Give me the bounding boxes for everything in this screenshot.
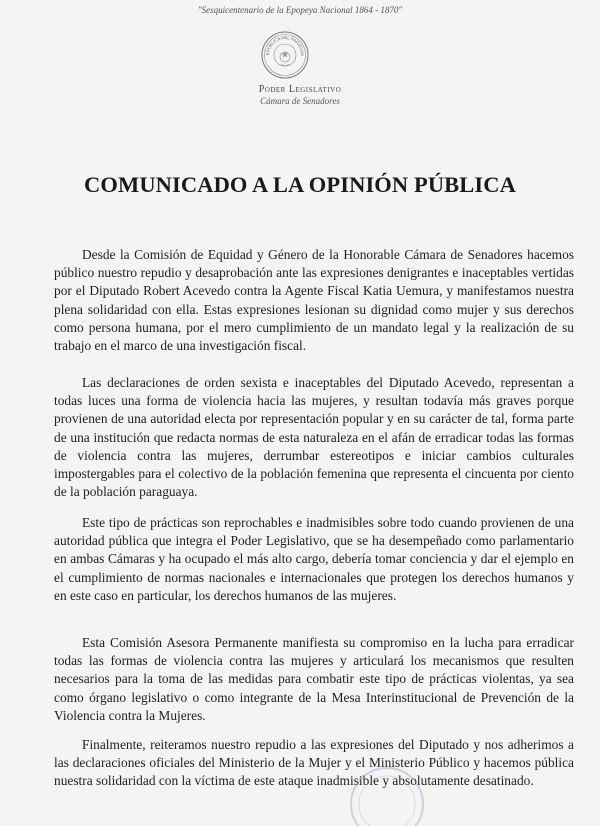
header-motto: "Sesquicentenario de la Epopeya Nacional 1864 - 1870" [197, 5, 403, 15]
paragraph-1: Desde la Comisión de Equidad y Género de la Honorable Cámara de Senadores hacemos público nuestro repudio y desaprobación ante las expresiones denigrantes e inaceptables vertidas por el Diputado Robert Acevedo contra la Agente Fiscal Katia Uemura, y manifestamos nuestra plena solidaridad con ella. Estas expresiones lesionan su dignidad como mujer y sus derechos como persona humana, por el mero cumplimiento de un mandato legal y la realización de su trabajo en el marco de una investigación fiscal. [54, 247, 574, 354]
paragraph-4: Esta Comisión Asesora Permanente manifiesta su compromiso en la lucha para erradicar todas las formas de violencia contra las mujeres y articulará los mecanismos que resulten necesarios para la toma de las medidas para combatir este tipo de prácticas violentas, ya sea como órgano legislativo o como integrante de la Mesa Interinstitucional de Prevención de la Violencia contra la Mujeres. [54, 635, 574, 723]
paragraph-2: Las declaraciones de orden sexista e inaceptables del Diputado Acevedo, representan a todas luces una forma de violencia hacia las mujeres, y resultan todavía más graves porque provienen de una autoridad electa por representación popular y en su carácter de tal, forma parte de una institución que redacta normas de esta naturaleza en el afán de erradicar todas las formas de violencia contra las mujeres, derrumbar estereotipos e iniciar cambios culturales impostergables para el colectivo de la población femenina que representa el cincuenta por ciento de la población paraguaya. [54, 375, 574, 500]
chamber-name: Cámara de Senadores [260, 96, 340, 106]
paragraph-5: Finalmente, reiteramos nuestro repudio a las expresiones del Diputado y nos adherimos a las declaraciones oficiales del Ministerio de la Mujer y el Ministerio Público y hacemos pública nuestra solidaridad con la víctima de este ataque inadmisible y absolutamente desatinado. [54, 737, 574, 789]
svg-text:REPÚBLICA DEL PARAGUAY [260, 30, 305, 56]
seal-text: EPÚBLICA DEL PARAGUA [264, 34, 306, 56]
institution-name: Poder Legislativo [258, 84, 342, 95]
document-title: COMUNICADO A LA OPINIÓN PÚBLICA [84, 172, 516, 197]
round-stamp-icon [342, 756, 432, 826]
coat-of-arms-icon [260, 30, 310, 80]
paragraph-3: Este tipo de prácticas son reprochables e inadmisibles sobre todo cuando provienen de una autoridad pública que integra el Poder Legislativo, que se ha desempeñado como parlamentario en ambas Cámaras y ha ocupado el más alto cargo, debería tomar conciencia y dar el ejemplo en el cumplimiento de normas nacionales e internacionales que protegen los derechos humanos y en este caso en particular, los derechos humanos de las mujeres. [54, 515, 574, 603]
institution-block [0, 84, 600, 107]
